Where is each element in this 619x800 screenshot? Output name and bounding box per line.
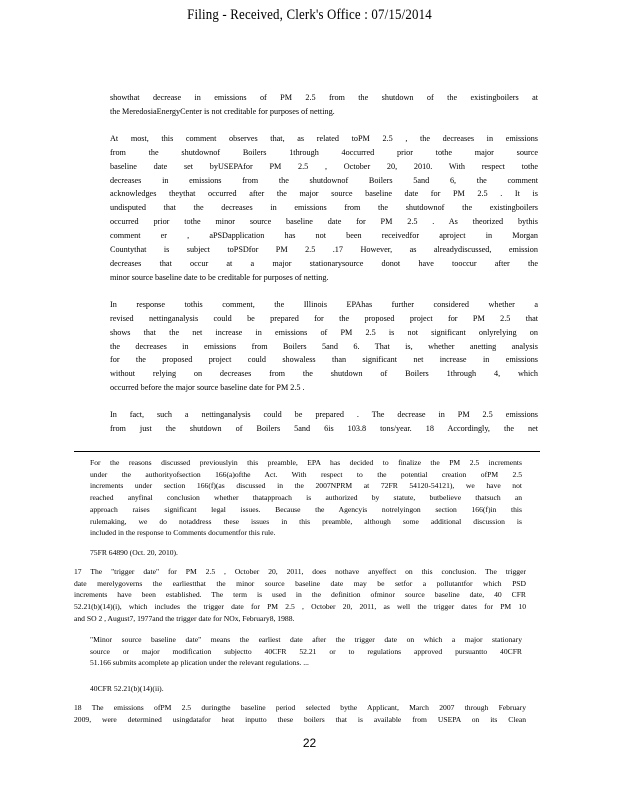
quote-line: reached anyfinal conclusion whether thatapproach is authorized by statute, butbelieve thatsuch an (90, 493, 522, 503)
footnote-line: date merelygoverns the earliestthat the minor source baseline date may be setfor a pollutantfor which PSD (74, 578, 526, 588)
footnote-line: 2009, were determined usingdatafor heat inputto these boilers that is available from USEPA on its Clean (74, 714, 526, 724)
quote-line: increments under section 166(f)(as discussed in the 2007NPRM at 72FR 54120-54121), we have not (90, 481, 522, 491)
paragraph-most-this-comment (110, 132, 538, 285)
filing-stamp-header: Filing - Received, Clerk's Office : 07/15/2014 (187, 7, 432, 23)
body-line: shows that the net increase in emissions of PM 2.5 is not significant onlyrelying on (110, 327, 538, 337)
body-line: revised nettinganalysis could be prepared for the proposed project for PM 2.5 that (110, 313, 538, 323)
footnote-line: 52.21(b)(14)(i), which includes the trigger date for PM 2.5 , October 20, 2011, as well the trigger dates for PM 10 (74, 602, 526, 612)
definition-quote-minor-source (90, 634, 522, 669)
body-line: without relying on decreases from the shutdown of Boilers 1through 4, which (110, 369, 538, 379)
body-line: occurred before the major source baseline date for PM 2.5 . (110, 383, 305, 393)
federal-register-citation: 75FR 64890 (Oct. 20, 2010). (90, 548, 178, 557)
body-line: acknowledges theythat occurred after the major source baseline date for PM 2.5 . It is (110, 189, 538, 199)
footnote-line: 18 The emissions ofPM 2.5 duringthe baseline period selected bythe Applicant, March 2007 through February (74, 703, 526, 712)
body-line: the MeredosiaEnergyCenter is not creditable for purposes of netting. (110, 106, 335, 116)
quote-line: under the authorityofsection 166(a)ofthe Act. With respect to the potential creation ofPM 2.5 (90, 469, 522, 479)
paragraph-illinois-epa-response (110, 298, 538, 395)
quote-line: approach raises significant legal issues. Because the Agencyis notrelyingon section 166(f)in this (90, 504, 522, 514)
body-line: the decreases in emissions from Boilers 5and 6. That is, whether anetting analysis (110, 341, 538, 351)
body-line: decreases in emissions from the shutdownof Boilers 5and 6, the comment (110, 175, 538, 185)
body-line: In response tothis comment, the Illinois EPAhas further considered whether a (110, 299, 538, 309)
body-line: showthat decrease in emissions of PM 2.5 from the shutdown of the existingboilers at (110, 93, 538, 102)
quote-line: For the reasons discussed previouslyin this preamble, EPA has decided to finalize the PM 2.5 increments (90, 458, 522, 467)
body-line: from the shutdownof Boilers 1through 4occurred prior tothe major source (110, 147, 538, 157)
quote-line: included in the response to Comments documentfor this rule. (90, 528, 276, 538)
quote-line: "Minor source baseline date" means the earliest date after the trigger date on which a major stationary (90, 635, 522, 644)
paragraph-in-fact (110, 408, 538, 436)
main-body-text (110, 91, 538, 449)
footnote-line: 17 The "trigger date" for PM 2.5 , October 20, 2011, does nothave anyeffect on this conclusion. The trigger (74, 567, 526, 576)
body-line: comment er , aPSDapplication has not been receivedfor aproject in Morgan (110, 231, 538, 241)
footnote-18 (74, 702, 526, 725)
body-line: baseline date set byUSEPAfor PM 2.5 , October 20, 2010. With respect tothe (110, 161, 538, 171)
cfr-citation: 40CFR 52.21(b)(14)(ii). (90, 684, 164, 693)
quote-line: 51.166 submits acomplete ap plication under the relevant regulations. ... (90, 658, 309, 668)
footnote-17 (74, 566, 526, 625)
footnote-line: and SO 2 , August7, 1977and the trigger date for NOx, February8, 1988. (74, 613, 295, 623)
body-line: for the proposed project could showaless than significant net increase in emissions (110, 355, 538, 365)
body-line: In fact, such a nettinganalysis could be prepared . The decrease in PM 2.5 emissions (110, 410, 538, 420)
body-line: occurred prior tothe minor source baseline date for PM 2.5 . As theorized bythis (110, 217, 538, 227)
footnote-separator-rule (74, 451, 540, 452)
body-line: from just the shutdown of Boilers 5and 6is 103.8 tons/year. 18 Accordingly, the net (110, 424, 538, 434)
quote-line: rulemaking, we do notaddress these issues in this preamble, although some additional discussion is (90, 516, 522, 526)
footnote-line: increments have been established. The term is used in the definition ofminor source baseline date, 40 CFR (74, 590, 526, 600)
page-number: 22 (302, 736, 317, 750)
paragraph-netting-not-creditable (110, 91, 538, 119)
body-line: minor source baseline date to be creditable for purposes of netting. (110, 272, 329, 282)
body-line: decreases that occur at a major stationarysource donot have tooccur after the (110, 258, 538, 268)
body-line: At most, this comment observes that, as related toPM 2.5 , the decreases in emissions (110, 133, 538, 143)
body-line: Countythat is subject toPSDfor PM 2.5 .17 However, as alreadydiscussed, emission (110, 245, 538, 255)
body-line: undisputed that the decreases in emissions from the shutdownof the existingboilers (110, 203, 538, 213)
block-quote-federal-register (90, 457, 522, 539)
quote-line: source or major modification subjectto 40CFR 52.21 or to regulations approved pursuantto 40CFR (90, 646, 522, 656)
